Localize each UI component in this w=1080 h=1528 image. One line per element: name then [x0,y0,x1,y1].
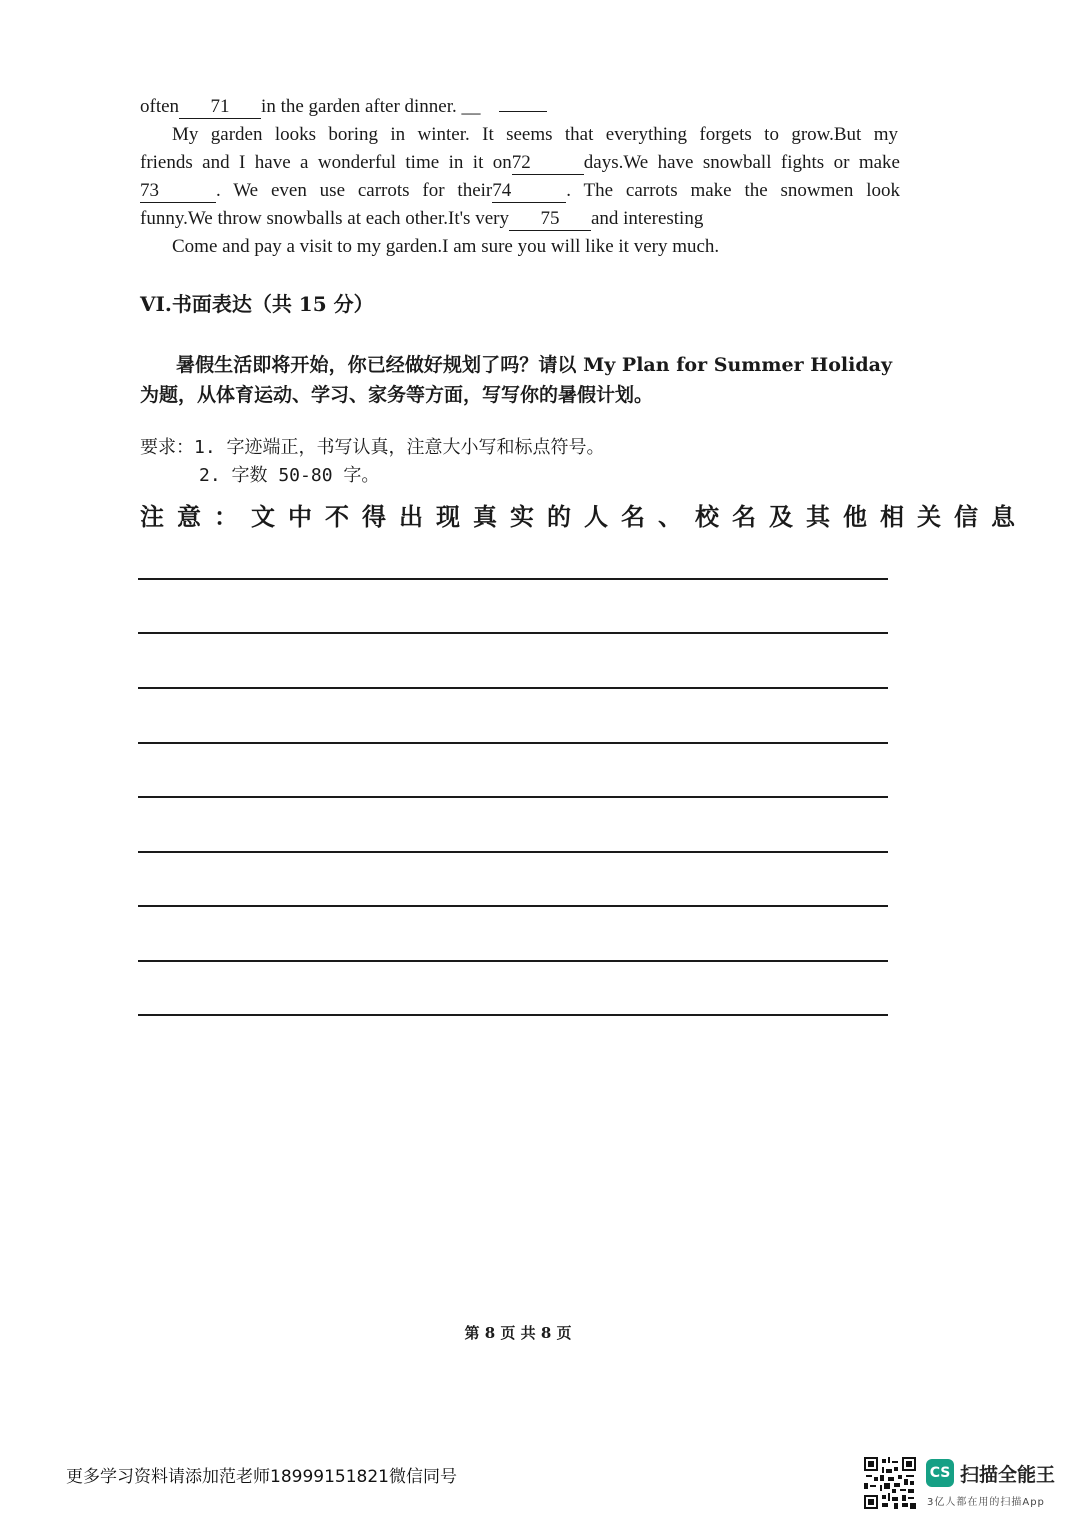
writing-line[interactable] [138,796,888,798]
text-segment: days.We have snowball fights or make [583,152,900,173]
passage-line-6: Come and pay a visit to my garden.I am sure you will like it very much. [172,236,720,257]
prompt-line-2: 为题，从体育运动、学习、家务等方面，写写你的暑假计划。 [140,384,654,406]
writing-line[interactable] [138,632,888,634]
writing-line[interactable] [138,578,888,580]
text-segment: and interesting [590,208,704,229]
writing-line[interactable] [138,742,888,744]
camscanner-logo-icon[interactable]: CS [926,1459,954,1487]
blank-72: 72 [512,152,584,175]
brand-name: 扫描全能王 [960,1464,1056,1486]
writing-line[interactable] [138,905,888,907]
page-number: 第 8 页 共 8 页 [464,1324,572,1342]
brand-tagline: 3亿人都在用的扫描App [927,1497,1045,1508]
requirement-line-1: 要求：1. 字迹端正，书写认真，注意大小写和标点符号。 [140,437,605,458]
passage-line-1 [140,94,900,120]
text-segment: funny.We throw snowballs at each other.It's very [140,208,509,229]
writing-line[interactable] [138,851,888,853]
writing-line[interactable] [138,960,888,962]
passage-line-5 [140,206,900,232]
requirement-line-2: 2. 字数 50-80 字。 [199,465,380,486]
passage-line-3 [140,150,900,176]
section-title: VI.书面表达（共 15 分） [140,292,374,316]
qr-code-icon[interactable] [864,1457,916,1509]
text-segment: . The carrots make the snowmen look [566,180,900,201]
trailing-rule [499,111,547,112]
writing-line[interactable] [138,687,888,689]
passage-line-2: My garden looks boring in winter. It seems that everything forgets to grow.But my [172,124,898,145]
notice: 注意：文中不得出现真实的人名、校名及其他相关信息 [140,503,1028,531]
blank-71: 71 [179,96,261,119]
footer-note: 更多学习资料请添加范老师18999151821微信同号 [66,1467,457,1487]
writing-line[interactable] [138,1014,888,1016]
blank-73: 73 [140,180,216,203]
text-segment: in the garden after dinner. [261,96,457,117]
prompt-line-1: 暑假生活即将开始，你已经做好规划了吗？请以 My Plan for Summer Holiday [176,354,892,376]
passage-line-4 [140,178,900,204]
text-segment: __ [461,96,481,117]
text-segment: often [140,96,180,117]
text-segment: . We even use carrots for their [216,180,493,201]
text-segment: friends and I have a wonderful time in it on [140,152,512,173]
blank-75: 75 [509,208,591,231]
blank-74: 74 [492,180,566,203]
